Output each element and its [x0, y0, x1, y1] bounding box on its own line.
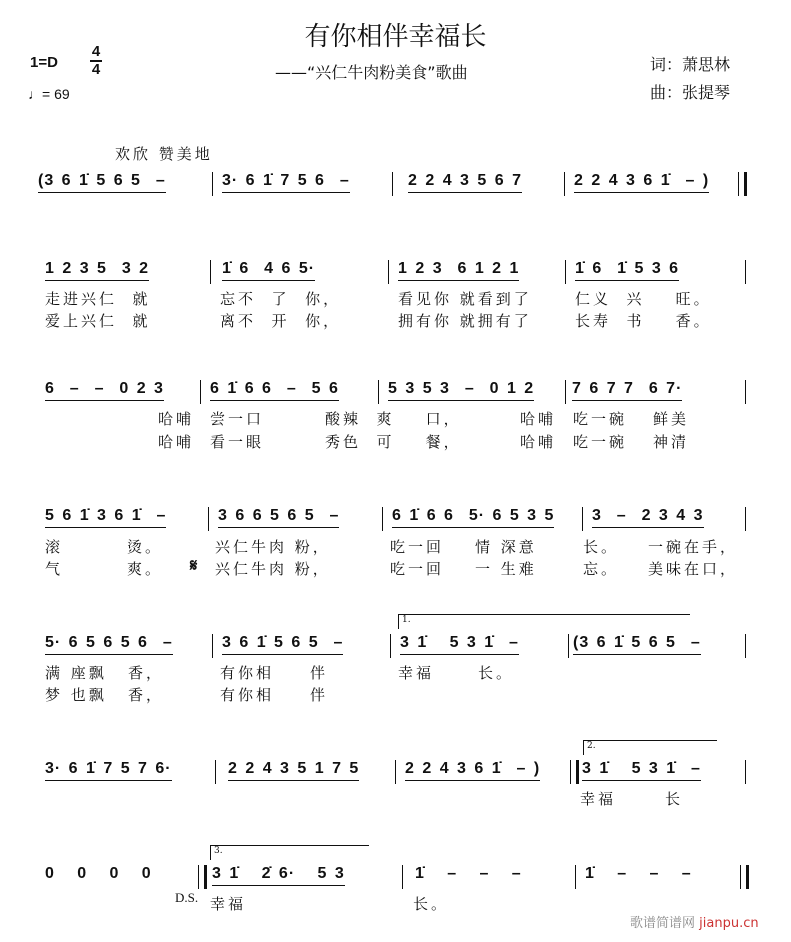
lyric: 鲜美 [653, 410, 690, 428]
lyric: 一碗在手， [648, 538, 739, 556]
lyric: 兴仁牛肉 粉， [215, 560, 331, 578]
measure: 7 6 7 7 6 7· [572, 380, 682, 401]
barline [745, 634, 746, 658]
dal-segno-mark: D.S. [175, 890, 199, 905]
measure: 3· 6 1̇ 7 5 6 – [222, 172, 350, 193]
lyric: 哈哺 [158, 433, 195, 451]
lyric: 长。 [583, 538, 620, 556]
measure: 5 6 1̇ 3 6 1̇ – [45, 507, 166, 528]
measure: 3 1̇ 5 3 1̇ – [400, 634, 519, 655]
measure: 3· 6 1̇ 7 5 7 6· [45, 760, 172, 781]
barline [745, 260, 746, 284]
lyric: 哈哺 [520, 433, 557, 451]
lyric: 幸福 [398, 664, 435, 682]
measure: 2 2 4 3 5 6 7 [408, 172, 522, 193]
barline [212, 172, 213, 196]
key-signature: 1=D [30, 54, 58, 71]
barline [745, 507, 746, 531]
volta-bracket: 2. [583, 740, 717, 755]
lyric: 美味在口， [648, 560, 739, 578]
lyric: 满 座飘 [45, 664, 107, 682]
lyric: 爱上兴仁 就 [45, 312, 151, 330]
measure: 3 1̇ 2̇ 6· 5 3 [212, 865, 345, 886]
volta-bracket: 3. [210, 845, 369, 860]
lyric: 香， [128, 664, 165, 682]
lyric: 爽。 [127, 560, 164, 578]
measure: 3 1̇ 5 3 1̇ – [582, 760, 701, 781]
measure: 3 – 2 3 4 3 [592, 507, 704, 528]
tempo-mark: ♩= 69 [28, 86, 70, 102]
volta-bracket: 1. [398, 614, 690, 629]
lyric: 走进兴仁 就 [45, 290, 151, 308]
lyric: 看见你 就看到了 [398, 290, 532, 308]
measure: 1̇ – – – [585, 865, 692, 882]
lyric: 幸福 [210, 895, 247, 913]
lyric: 吃一碗 [573, 433, 628, 451]
measure: 1̇ 6 4 6 5· [222, 260, 315, 281]
barline [212, 634, 213, 658]
lyric: 拥有你 就拥有了 [398, 312, 532, 330]
lyric: 尝一口 [210, 410, 265, 428]
measure: (3 6 1̇ 5 6 5 – [573, 634, 701, 655]
measure: 2 2 4 3 6 1̇ – ) [405, 760, 540, 781]
barline [215, 760, 216, 784]
lyric: 兴仁牛肉 粉， [215, 538, 331, 556]
lyric: 酸辣 爽 口， [325, 410, 462, 428]
subtitle: ——“兴仁牛肉粉美食”歌曲 [275, 63, 468, 82]
measure: (3 6 1̇ 5 6 5 – [38, 172, 166, 193]
lyric: 吃一回 [390, 560, 445, 578]
barline [208, 507, 209, 531]
repeat-start-barline [738, 172, 747, 196]
song-title: 有你相伴幸福长 [304, 22, 487, 52]
lyric: 哈哺 [158, 410, 195, 428]
measure: 6 – – 0 2 3 [45, 380, 164, 401]
lyric: 神清 [653, 433, 690, 451]
lyric: 哈哺 [520, 410, 557, 428]
lyric: 吃一回 [390, 538, 445, 556]
lyric: 长 [665, 790, 684, 808]
measure: 2 2 4 3 5 1 7 5 [228, 760, 359, 781]
measure: 1̇ 6 1̇ 5 3 6 [575, 260, 679, 281]
time-top: 4 [91, 43, 101, 60]
lyric: 有你相 [220, 664, 275, 682]
lyric: 一 生难 [475, 560, 537, 578]
barline [564, 172, 565, 196]
measure: 1̇ – – – [415, 865, 522, 882]
lyric: 烫。 [127, 538, 164, 556]
measure: 5· 6 5 6 5 6 – [45, 634, 173, 655]
measure: 6 1̇ 6 6 5· 6 5 3 5 [392, 507, 554, 528]
lyric: 秀色 可 餐， [325, 433, 462, 451]
measure: 2 2 4 3 6 1̇ – ) [574, 172, 709, 193]
measure: 1 2 3 5 3 2 [45, 260, 149, 281]
barline [582, 507, 583, 531]
segno-sign: 𝄋 [190, 556, 201, 576]
final-barline [740, 865, 749, 889]
lyric: 幸福 [580, 790, 617, 808]
barline [568, 634, 569, 658]
lyric: 有你相 [220, 686, 275, 704]
barline [395, 760, 396, 784]
repeat-end-barline [198, 865, 207, 889]
lyric: 情 深意 [475, 538, 537, 556]
lyric: 伴 [310, 686, 329, 704]
watermark [630, 912, 759, 931]
lyric: 梦 也飘 [45, 686, 107, 704]
lyric: 吃一碗 [573, 410, 628, 428]
barline [575, 865, 576, 889]
watermark-cn: 歌谱简谱网 [630, 916, 696, 931]
lyric: 离不 开 你， [220, 312, 342, 330]
barline [200, 380, 201, 404]
measure: 3 6 6 5 6 5 – [218, 507, 339, 528]
lyric: 长。 [478, 664, 515, 682]
barline [382, 507, 383, 531]
measure: 3 6 1̇ 5 6 5 – [222, 634, 343, 655]
intro-lyric: 欢欣 赞美地 [115, 145, 213, 163]
lyric: 滚 [45, 538, 64, 556]
lyric: 看一眼 [210, 433, 265, 451]
lyric: 忘。 [583, 560, 620, 578]
time-signature [90, 44, 102, 78]
lyric: 伴 [310, 664, 329, 682]
measure: 5 3 5 3 – 0 1 2 [388, 380, 534, 401]
barline [378, 380, 379, 404]
barline [565, 380, 566, 404]
repeat-end-barline [570, 760, 579, 784]
lyric: 香， [128, 686, 165, 704]
barline [388, 260, 389, 284]
barline [402, 865, 403, 889]
measure: 6 1̇ 6 6 – 5 6 [210, 380, 339, 401]
composer: 曲：张提琴 [650, 83, 731, 102]
barline [390, 634, 391, 658]
measure: 0 0 0 0 [45, 865, 152, 882]
lyric: 仁义 兴 旺。 [575, 290, 712, 308]
watermark-url: jianpu.cn [699, 916, 759, 931]
barline [745, 760, 746, 784]
lyric: 忘不 了 你， [220, 290, 342, 308]
lyric: 长寿 书 香。 [575, 312, 712, 330]
barline [745, 380, 746, 404]
lyricist: 词：萧思林 [650, 55, 731, 74]
lyric: 长。 [413, 895, 450, 913]
barline [210, 260, 211, 284]
lyric: 气 [45, 560, 64, 578]
measure: 1 2 3 6 1 2 1 [398, 260, 519, 281]
barline [392, 172, 393, 196]
time-bottom: 4 [91, 61, 101, 78]
barline [565, 260, 566, 284]
